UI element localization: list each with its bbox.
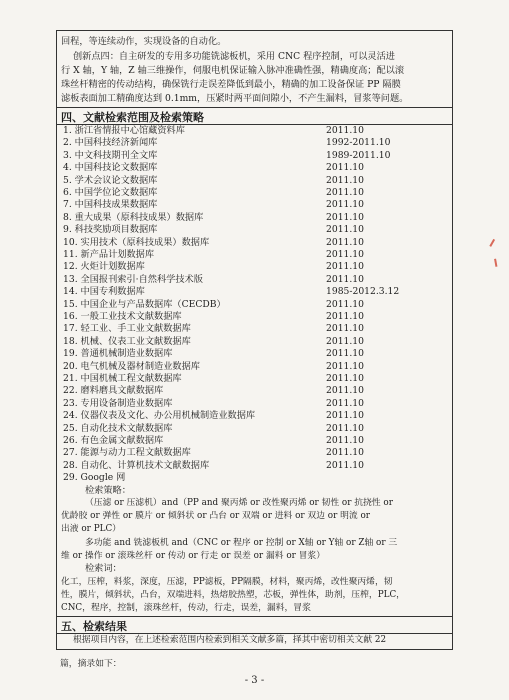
- database-name: 5. 学术会议论文数据库: [63, 174, 158, 186]
- database-date: 2011.10: [326, 298, 364, 310]
- intro-line-4: 珠丝杆精密的传动结构，确保铣行走误差降低到最小，精确的加工设备保证 PP 隔膜: [61, 79, 401, 90]
- keywords-line: CNC，程序，控制，滚珠丝杆，传动，行走，误差，漏料，冒浆: [61, 603, 311, 613]
- database-name: 20. 电气机械及器材制造业数据库: [63, 360, 200, 372]
- database-date: 2011.10: [326, 373, 364, 384]
- database-name: 13. 全国报刊索引·自然科学技术版: [63, 273, 203, 285]
- database-date: 2011.10: [326, 447, 364, 459]
- database-name: 2. 中国科技经济新闻库: [63, 137, 158, 149]
- database-date: 2011.10: [326, 410, 364, 422]
- database-name: 25. 自动化技术文献数据库: [63, 422, 173, 434]
- database-name: 17. 轻工业、手工业文献数据库: [63, 323, 191, 335]
- database-name: 22. 磨料磨具文献数据库: [63, 385, 164, 397]
- database-name: 21. 中国机械工程文献数据库: [63, 373, 182, 384]
- results-description: 根据项目内容，在上述检索范围内检索到相关文献多篇，择其中密切相关文献 22: [73, 635, 387, 645]
- margin-mark: [495, 259, 498, 267]
- database-name: 14. 中国专利数据库: [63, 286, 145, 298]
- database-name: 23. 专用设备制造业数据库: [63, 397, 173, 409]
- database-date: 2011.10: [326, 360, 364, 372]
- database-name: 16. 一般工业技术文献数据库: [63, 311, 182, 322]
- database-date: 2011.10: [326, 125, 364, 136]
- database-name: 9. 科技奖励项目数据库: [63, 224, 158, 236]
- database-name: 3. 中文科技期刊全文库: [63, 149, 158, 161]
- database-name: 19. 普通机械制造业数据库: [63, 348, 173, 360]
- page-number: - 3 -: [244, 675, 265, 686]
- database-date: 2011.10: [326, 224, 364, 236]
- section-4-title: 四、文献检索范围及检索策略: [61, 111, 204, 124]
- database-date: 2011.10: [326, 435, 364, 446]
- database-date: 2011.10: [326, 174, 364, 186]
- database-date: 2011.10: [326, 348, 364, 360]
- database-date: 2011.10: [326, 236, 364, 248]
- database-date: 2011.10: [326, 211, 364, 223]
- database-name: 15. 中国企业与产品数据库（CECDB）: [63, 298, 226, 310]
- database-name: 18. 机械、仪表工业文献数据库: [63, 335, 191, 347]
- database-name: 27. 能源与动力工程文献数据库: [63, 447, 191, 459]
- strategy-line: （压滤 or 压滤机）and（PP and 聚丙烯 or 改性聚丙烯 or 韧性 or 抗挠性 or: [85, 498, 393, 508]
- database-date: 2011.10: [326, 249, 364, 260]
- margin-mark: [489, 239, 494, 247]
- database-date: 1992-2011.10: [326, 137, 391, 149]
- strategy-line: 优龄胶 or 弹性 or 膜片 or 倾斜状 or 凸台 or 双端 or 进料 or 双边 or 明流 or: [61, 511, 370, 521]
- results-layer: [56, 30, 453, 700]
- strategy-label: 检索策略：: [85, 485, 131, 496]
- database-date: 2011.10: [326, 199, 364, 211]
- intro-line-2: 创新点四：自主研发的专用多功能铣滤板机，采用 CNC 程序控制，可以灵活进: [73, 51, 395, 62]
- database-date: 2011.10: [326, 335, 364, 347]
- database-name: 1. 浙江省情报中心馆藏资料库: [63, 125, 185, 136]
- keywords-line: 化工，压榨，料浆，深度，压滤，PP滤板，PP隔膜，材料，聚丙烯，改性聚丙烯，韧: [61, 577, 393, 587]
- database-name: 26. 有色金属文献数据库: [63, 435, 164, 446]
- database-date: 2011.10: [326, 422, 364, 434]
- database-date: 2011.10: [326, 187, 364, 198]
- database-date: 2011.10: [326, 385, 364, 397]
- database-name: 29. Google 网: [63, 472, 126, 484]
- keywords-line: 性，膜片，倾斜状，凸台，双端进料，热熔胶热塑，芯板，弹性体，助剂，压榨，PLC，: [61, 590, 405, 600]
- database-date: 2011.10: [326, 273, 364, 285]
- database-date: 1989-2011.10: [326, 149, 391, 161]
- database-name: 7. 中国科技成果数据库: [63, 199, 158, 211]
- intro-line-1: 回程，等连续动作，实现设备的自动化。: [61, 36, 227, 47]
- database-date: 2011.10: [326, 261, 364, 273]
- database-date: 1985-2012.3.12: [326, 286, 400, 298]
- strategy-line: 多功能 and 铣滤板机 and（CNC or 程序 or 控制 or X轴 or Y轴 or Z轴 or 三: [85, 538, 398, 548]
- database-name: 8. 重大成果（原科技成果）数据库: [63, 211, 204, 223]
- database-name: 10. 实用技术（原科技成果）数据库: [63, 236, 210, 248]
- database-date: 2011.10: [326, 459, 364, 471]
- database-name: 12. 火炬计划数据库: [63, 261, 145, 273]
- database-date: 2011.10: [326, 162, 364, 174]
- database-name: 24. 仪器仪表及文化、办公用机械制造业数据库: [63, 410, 256, 422]
- intro-line-5: 滤板表面加工精确度达到 0.1mm，压紧时两平面间隙小，不产生漏料，冒浆等问题。: [61, 93, 409, 104]
- keywords-label: 检索词：: [85, 563, 122, 574]
- database-name: 4. 中国科技论文数据库: [63, 162, 158, 174]
- database-name: 11. 新产品计划数据库: [63, 249, 155, 260]
- database-name: 6. 中国学位论文数据库: [63, 187, 158, 198]
- section-5-title: 五、检索结果: [61, 620, 127, 633]
- results-description-line-2: 篇，摘录如下：: [60, 659, 122, 669]
- database-date: 2011.10: [326, 311, 364, 322]
- intro-line-3: 行 X 轴，Y 轴，Z 轴三维操作，伺服电机保证输入脉冲准确性强，精确度高；配以滚: [61, 65, 405, 76]
- database-name: 28. 自动化、计算机技术文献数据库: [63, 459, 210, 471]
- strategy-line: 出液 or PLC）: [61, 524, 121, 534]
- database-date: 2011.10: [326, 397, 364, 409]
- database-date: 2011.10: [326, 323, 364, 335]
- strategy-line: 维 or 操作 or 滚珠丝杆 or 传动 or 行走 or 误差 or 漏料 or 冒浆）: [61, 551, 326, 561]
